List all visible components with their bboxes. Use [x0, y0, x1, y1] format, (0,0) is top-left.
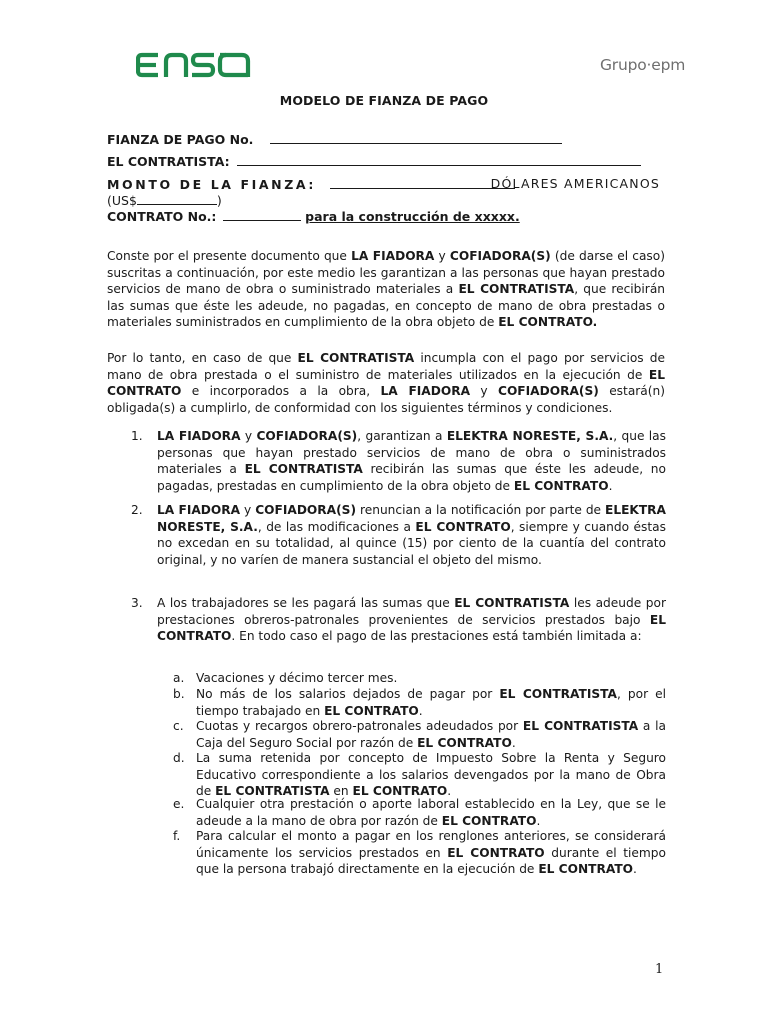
- subitem-b-text: , por el tiempo trabajado en: [196, 687, 666, 718]
- p2-bold: EL CONTRATO: [107, 367, 665, 398]
- subitem-d: [196, 750, 666, 800]
- paragraph-1: [107, 248, 665, 331]
- item2-bold: EL CONTRATO: [415, 519, 511, 534]
- subitem-f-text: durante el tiempo que la persona trabajó directamente en la ejecución de: [196, 845, 666, 876]
- p2-text: Por lo tanto, en caso de que: [107, 351, 298, 365]
- p1-bold: EL CONTRATO.: [498, 315, 598, 329]
- item1-text: , que las personas que hayan prestado servicios de mano de obra o suministrados materiales a: [157, 429, 667, 476]
- item2-text: renuncian a la notificación por parte de: [356, 503, 605, 517]
- item1-text: .: [608, 478, 613, 493]
- subitem-b-text: No más de los salarios dejados de pagar por: [196, 687, 500, 701]
- monto-field: [107, 176, 660, 192]
- fianza-field: [107, 131, 562, 147]
- item3-text: A los trabajadores se les pagará las sumas que: [157, 596, 455, 610]
- p1-bold: LA FIADORA: [351, 249, 435, 263]
- subitem-f-text: Para calcular el monto a pagar en los renglones anteriores, se considerará únicamente los servicios prestados en: [196, 829, 666, 860]
- item1-bold: LA FIADORA: [157, 429, 241, 443]
- p1-bold: EL CONTRATISTA: [458, 282, 575, 296]
- contrato-label: CONTRATO No.:: [107, 209, 217, 224]
- document-title: MODELO DE FIANZA DE PAGO: [279, 93, 489, 108]
- subitem-d-bold: EL CONTRATISTA: [215, 784, 330, 798]
- item3-text: . En todo caso el pago de las prestaciones está también limitada a:: [231, 629, 642, 643]
- item1-bold: EL CONTRATISTA: [244, 462, 363, 476]
- monto-blank: [330, 176, 515, 189]
- p2-bold: LA FIADORA: [380, 384, 471, 398]
- p2-text: incumpla con el pago por servicios de mano de obra prestada o el suministro de materiales utilizados en la ejecución de: [107, 351, 665, 382]
- item-number-2: 2.: [131, 503, 143, 517]
- item2-bold: COFIADORA(S): [255, 503, 357, 517]
- subitem-d-text: en: [329, 784, 353, 798]
- subitem-e-text: Cualquier otra prestación o aporte laboral establecido en la Ley, que se le adeude a la mano de obra por razón de: [196, 797, 666, 828]
- subitem-b-bold: EL CONTRATISTA: [499, 687, 617, 701]
- item-2: [157, 502, 666, 568]
- subitem-c-text: a la Caja del Seguro Social por razón de: [196, 719, 666, 750]
- subitem-letter-d: d.: [173, 751, 185, 765]
- ensa-logo: [136, 52, 252, 78]
- subitem-letter-f: f.: [173, 829, 181, 843]
- item1-bold: ELEKTRA NORESTE, S.A.: [446, 429, 614, 443]
- subitem-e-bold: EL CONTRATO: [441, 813, 537, 828]
- subitem-d-bold: EL CONTRATO: [352, 784, 448, 798]
- contratista-field: [107, 153, 641, 169]
- item1-text: , garantizan a: [357, 429, 447, 443]
- subitem-f: [196, 828, 666, 878]
- subitem-letter-b: b.: [173, 687, 185, 701]
- subitem-e-text: .: [536, 813, 541, 828]
- p2-bold: EL CONTRATISTA: [297, 351, 415, 365]
- p2-bold: COFIADORA(S): [498, 384, 599, 398]
- monto-us-blank: [137, 192, 217, 205]
- item2-text: , de las modificaciones a: [257, 519, 416, 534]
- monto-us-close: ): [216, 193, 222, 208]
- paragraph-2: [107, 350, 665, 416]
- page-number: 1: [655, 962, 664, 977]
- contrato-blank: [223, 208, 301, 221]
- monto-us-field: [107, 192, 222, 208]
- subitem-e: [196, 796, 666, 829]
- item2-text: , siempre y cuando éstas no excedan en su totalidad, al quince (15) por ciento de la cuantía del contrato original, y no varíen de manera sustancial el objeto del mismo.: [157, 519, 666, 567]
- subitem-b-bold: EL CONTRATO: [324, 703, 419, 718]
- fianza-label: FIANZA DE PAGO No.: [107, 132, 254, 147]
- subitem-f-text: .: [633, 862, 637, 876]
- item1-text: y: [240, 429, 257, 443]
- p1-text: , que recibirán las sumas que éste les adeude, no pagadas, en concepto de mano de obra prestadas o materiales suministrados en cumplimiento de la obra objeto de: [107, 282, 666, 329]
- subitem-letter-e: e.: [173, 797, 185, 811]
- subitem-b: [196, 686, 666, 719]
- item2-bold: LA FIADORA: [157, 503, 241, 517]
- item1-bold: COFIADORA(S): [256, 429, 358, 443]
- p2-text: e incorporados a la obra,: [181, 384, 381, 398]
- subitem-c-bold: EL CONTRATO: [417, 735, 512, 750]
- p1-text: (de darse el caso) suscritas a continuación, por este medio les garantizan a las personas que hayan prestado servicios de mano de obra o suministrado materiales a: [107, 249, 665, 296]
- item3-bold: EL CONTRATO: [157, 612, 666, 643]
- item-number-1: 1.: [131, 429, 143, 443]
- monto-label: MONTO DE LA FIANZA:: [107, 177, 316, 192]
- subitem-b-text: .: [418, 703, 423, 718]
- item2-bold: ELEKTRA NORESTE, S.A.: [157, 503, 666, 534]
- subitem-c-bold: EL CONTRATISTA: [522, 719, 639, 733]
- subitem-c-text: Cuotas y recargos obrero-patronales adeudados por: [196, 719, 523, 733]
- p2-text: y: [470, 384, 498, 398]
- subitem-c-text: .: [511, 735, 516, 750]
- fianza-blank: [270, 131, 562, 144]
- item2-text: y: [240, 503, 256, 517]
- subitem-d-text: La suma retenida por concepto de Impuesto Sobre la Renta y Seguro Educativo correspondiente a los salarios devengados por la mano de Obra de: [196, 751, 666, 798]
- item-3: [157, 595, 666, 645]
- p1-bold: COFIADORA(S): [449, 249, 551, 263]
- contratista-label: EL CONTRATISTA:: [107, 154, 230, 169]
- item1-bold: EL CONTRATO: [513, 478, 609, 493]
- monto-us-label: (US$: [107, 193, 137, 208]
- item-1: [157, 428, 666, 494]
- subitem-letter-c: c.: [173, 719, 184, 733]
- item1-text: recibirán las sumas que éste les adeude, no pagadas, prestadas en cumplimiento de la obra objeto de: [157, 462, 666, 493]
- subitem-c: [196, 718, 666, 751]
- grupo-epm-logo: Grupo·epm: [600, 56, 686, 74]
- subitem-a: Vacaciones y décimo tercer mes.: [196, 671, 398, 685]
- p1-text: Conste por el presente documento que: [107, 249, 352, 263]
- item-number-3: 3.: [131, 596, 143, 610]
- contrato-field: [107, 208, 520, 224]
- contratista-blank: [237, 153, 641, 166]
- subitem-f-bold: EL CONTRATO: [538, 862, 634, 876]
- item3-bold: EL CONTRATISTA: [454, 596, 570, 610]
- subitem-letter-a: a.: [173, 671, 185, 685]
- item3-text: les adeude por prestaciones obreros-patronales provenientes de servicios prestados bajo: [157, 596, 666, 627]
- p2-text: estará(n) obligada(s) a cumplirlo, de conformidad con los siguientes términos y condiciones.: [107, 384, 665, 415]
- contrato-suffix: para la construcción de xxxxx.: [305, 209, 520, 224]
- monto-currency: DÓLARES AMERICANOS: [490, 176, 660, 191]
- subitem-f-bold: EL CONTRATO: [447, 845, 545, 860]
- subitem-d-text: .: [447, 784, 452, 798]
- p1-text: y: [434, 249, 450, 263]
